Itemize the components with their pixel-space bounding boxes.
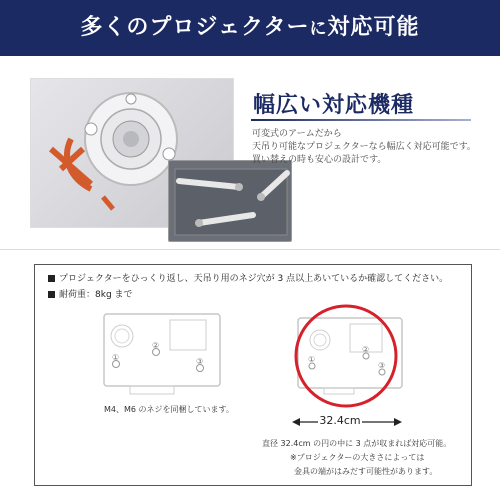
note-bullet — [48, 275, 55, 282]
banner-title — [0, 0, 500, 56]
projector-diagram-right — [282, 304, 412, 414]
hole-number-label: ① — [112, 353, 120, 362]
heading-underline — [251, 119, 471, 121]
note-screw-holes-text: プロジェクターをひっくり返し、天吊り用のネジ穴が 3 点以上あいているか確認してください。 — [59, 274, 449, 284]
right-caption-line-3: 金具の端がはみだす可能性があります。 — [294, 467, 438, 476]
note-load-capacity-text: 耐荷重：8kg まで — [59, 290, 133, 300]
note-screw-holes — [48, 271, 448, 284]
left-diagram-caption: M4、M6 のネジを同梱しています。 — [104, 405, 234, 414]
feature-description — [252, 128, 496, 167]
banner-title-part3: 対応可能 — [327, 15, 420, 40]
measurement-label: 32.4cm — [319, 414, 361, 427]
right-caption-line-2: ※プロジェクターの大きさによっては — [290, 453, 425, 462]
note-bullet — [48, 291, 55, 298]
note-load-capacity — [48, 287, 133, 300]
section-divider — [0, 249, 500, 250]
hole-number-label: ② — [362, 345, 370, 354]
hole-number-label: ① — [308, 355, 316, 364]
banner-title-part1: 多くのプロジェクター — [80, 15, 310, 40]
banner-title-part2: に — [309, 19, 328, 39]
feature-line-1: 可変式のアームだから — [252, 129, 342, 139]
right-caption-line-1: 直径 32.4cm の円の中に 3 点が収まれば対応可能。 — [262, 439, 452, 448]
projector-underside-inset — [168, 160, 292, 242]
feature-line-2: 天吊り可能なプロジェクターなら幅広く対応可能です。 — [252, 142, 476, 152]
arm-illustration — [169, 161, 293, 243]
hole-number-label: ③ — [378, 361, 386, 370]
hole-number-label: ② — [152, 341, 160, 350]
feature-line-3: 買い替えの時も安心の設計です。 — [252, 155, 387, 165]
projector-diagram-left — [100, 308, 226, 398]
hole-number-label: ③ — [196, 357, 204, 366]
feature-heading: 幅広い対応機種 — [253, 93, 415, 118]
